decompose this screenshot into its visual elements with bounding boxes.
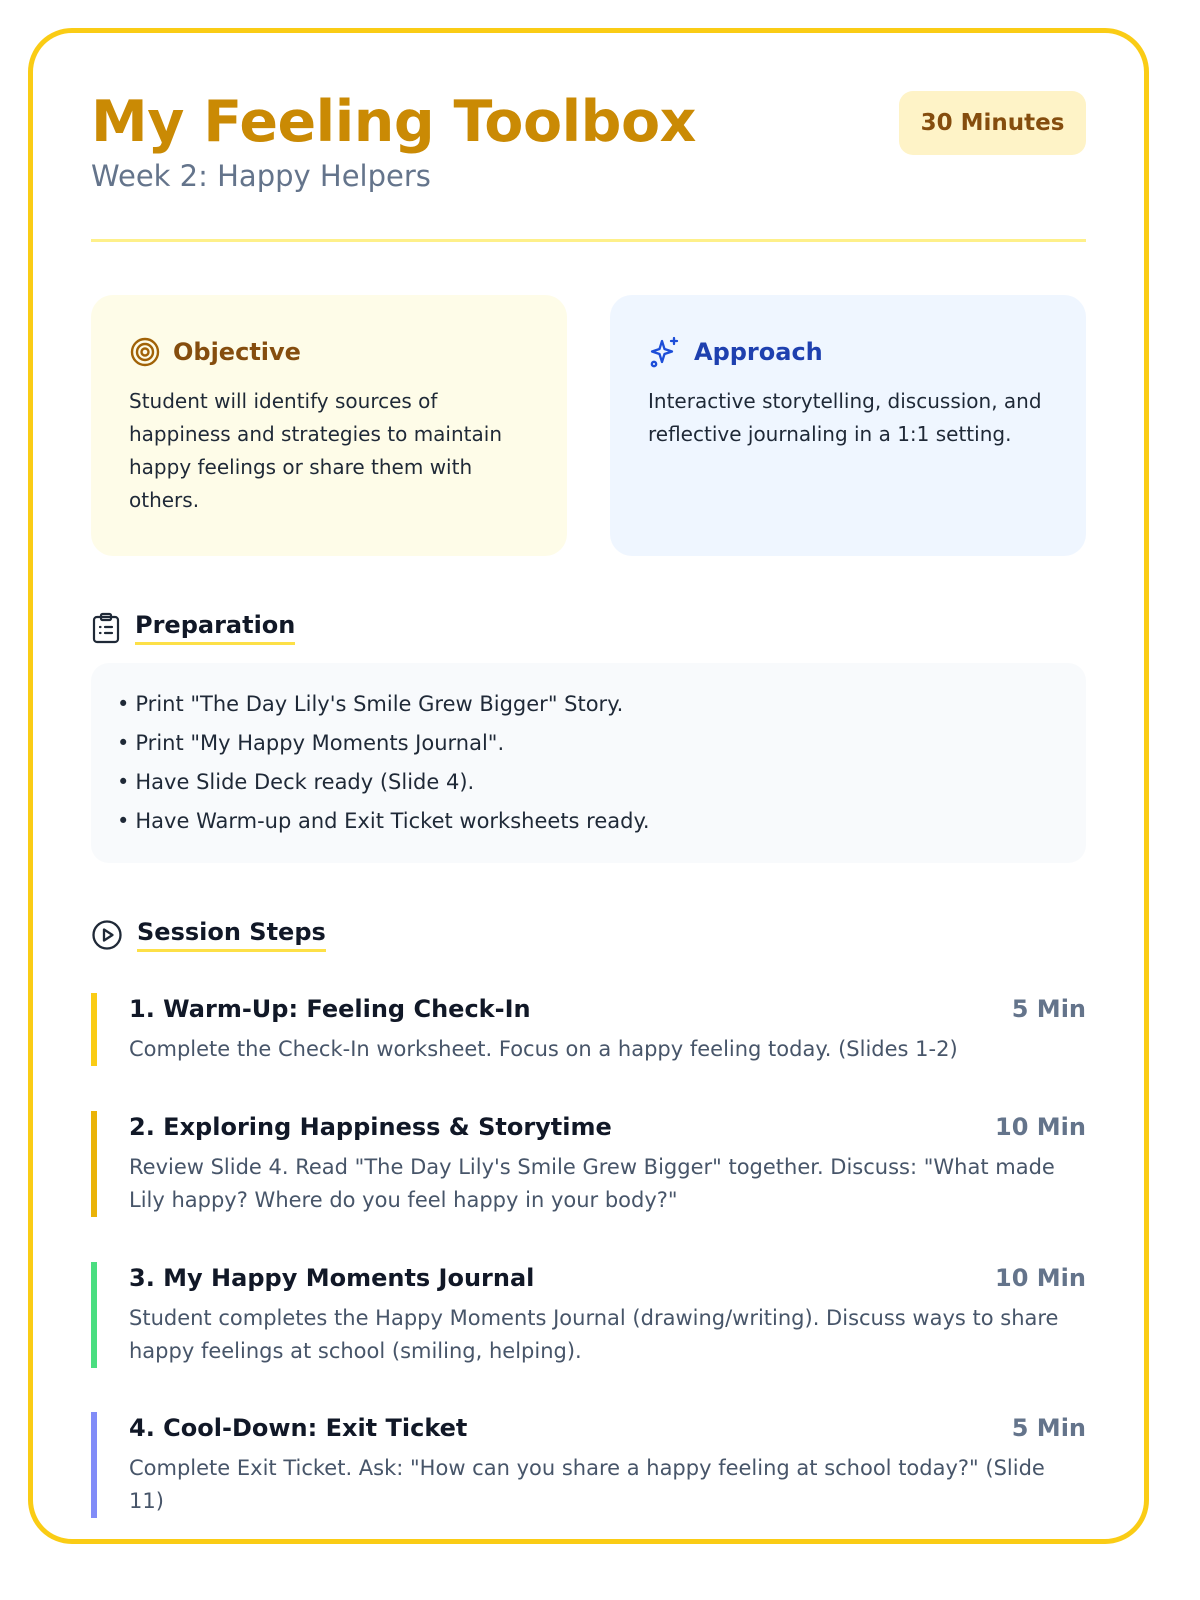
play-circle-icon — [91, 919, 123, 951]
lesson-content — [91, 33, 1086, 1539]
session-step — [91, 1412, 1086, 1518]
session-step — [91, 1111, 1086, 1217]
step-title: 2. Exploring Happiness & Storytime — [129, 1113, 612, 1141]
session-steps-title: Session Steps — [137, 918, 326, 952]
session-step — [91, 1262, 1086, 1368]
approach-title: Approach — [694, 338, 823, 366]
step-time: 5 Min — [1011, 1414, 1086, 1442]
preparation-title: Preparation — [135, 611, 295, 645]
preparation-header — [91, 611, 295, 645]
lesson-card — [28, 28, 1149, 1544]
approach-text: Interactive storytelling, discussion, and reflective journaling in a 1:1 setting. — [648, 389, 1042, 446]
objective-title: Objective — [173, 338, 301, 366]
session-steps-header — [91, 918, 326, 952]
page-subtitle: Week 2: Happy Helpers — [91, 159, 431, 193]
list-item: • Have Slide Deck ready (Slide 4). — [117, 763, 1060, 802]
preparation-box — [91, 663, 1086, 863]
approach-header — [648, 335, 1048, 369]
objective-text: Student will identify sources of happiness and strategies to maintain happy feelings or share them with others. — [129, 389, 502, 512]
list-item: • Print "The Day Lily's Smile Grew Bigger" Story. — [117, 685, 1060, 724]
step-title: 3. My Happy Moments Journal — [129, 1264, 535, 1292]
step-time: 10 Min — [995, 1113, 1086, 1141]
step-description: Review Slide 4. Read "The Day Lily's Smile Grew Bigger" together. Discuss: "What made Lily happy? Where do you feel happy in your body?" — [129, 1155, 1055, 1212]
step-title: 4. Cool-Down: Exit Ticket — [129, 1414, 468, 1442]
target-icon — [129, 336, 161, 368]
objective-header — [129, 335, 529, 369]
objective-box — [91, 295, 567, 556]
clipboard-list-icon — [91, 612, 121, 644]
preparation-list — [117, 685, 1060, 841]
approach-box — [610, 295, 1086, 556]
duration-badge: 30 Minutes — [899, 91, 1086, 155]
header-divider — [91, 239, 1086, 242]
step-time: 5 Min — [1011, 995, 1086, 1023]
step-title: 1. Warm-Up: Feeling Check-In — [129, 995, 531, 1023]
sparkles-icon — [648, 335, 682, 369]
list-item: • Have Warm-up and Exit Ticket worksheets ready. — [117, 802, 1060, 841]
page-title: My Feeling Toolbox — [91, 89, 696, 155]
step-description: Complete the Check-In worksheet. Focus on a happy feeling today. (Slides 1-2) — [129, 1037, 958, 1061]
step-description: Student completes the Happy Moments Journal (drawing/writing). Discuss ways to share happy feelings at school (smiling, helping). — [129, 1306, 1059, 1363]
step-time: 10 Min — [995, 1264, 1086, 1292]
session-step — [91, 993, 1086, 1066]
step-description: Complete Exit Ticket. Ask: "How can you share a happy feeling at school today?" (Slide 11) — [129, 1456, 1045, 1513]
list-item: • Print "My Happy Moments Journal". — [117, 724, 1060, 763]
